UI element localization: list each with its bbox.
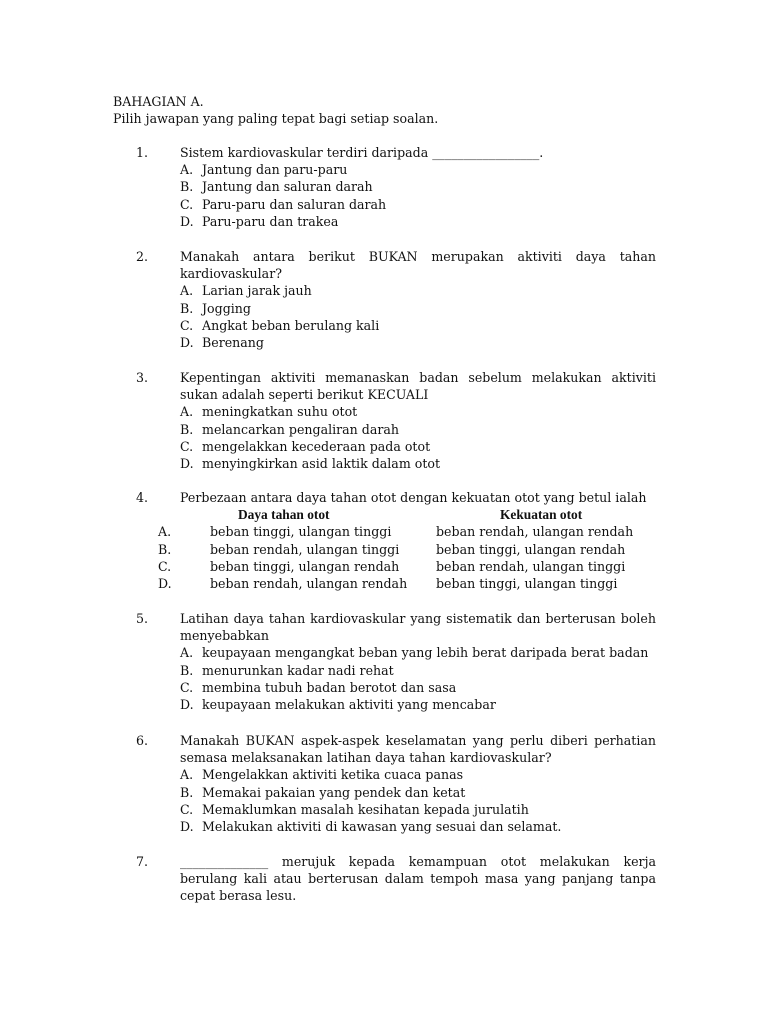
option-text: keupayaan mengangkat beban yang lebih berat daripada berat badan — [202, 645, 649, 661]
question-stem: Manakah antara berikut BUKAN merupakan aktiviti daya tahan kardiovaskular? — [180, 249, 656, 282]
option-d — [180, 213, 656, 230]
table-cell: beban tinggi, ulangan rendah — [436, 541, 626, 557]
option-d — [180, 334, 656, 351]
table-row — [113, 523, 656, 540]
table-cell: beban tinggi, ulangan tinggi — [210, 524, 392, 540]
option-text: Angkat beban berulang kali — [202, 317, 380, 333]
option-text: Mengelakkan aktiviti ketika cuaca panas — [202, 767, 464, 783]
option-letter: D. — [180, 213, 194, 229]
option-text: Berenang — [202, 335, 264, 351]
question-5 — [113, 610, 656, 713]
table-row — [113, 541, 656, 558]
question-stem: Manakah BUKAN aspek-aspek keselamatan yang perlu diberi perhatian semasa melaksanakan latihan daya tahan kardiovaskular? — [180, 733, 656, 766]
option-letter: A. — [180, 645, 194, 661]
option-letter: A. — [180, 162, 194, 178]
option-a — [180, 282, 656, 299]
option-d — [180, 818, 656, 835]
option-a — [180, 161, 656, 178]
option-text: Paru-paru dan trakea — [202, 213, 339, 229]
option-letter: C. — [180, 317, 194, 333]
question-number: 5. — [136, 611, 149, 626]
section-header — [113, 93, 673, 127]
option-text: keupayaan melakukan aktiviti yang mencabar — [202, 697, 496, 713]
table-cell: beban rendah, ulangan rendah — [210, 576, 408, 592]
option-text: membina tubuh badan berotot dan sasa — [202, 679, 457, 695]
option-a — [180, 644, 656, 661]
question-4 — [113, 489, 656, 592]
option-a — [180, 766, 656, 783]
option-d — [180, 455, 656, 472]
option-letter: B. — [180, 662, 194, 678]
table-cell: beban tinggi, ulangan rendah — [210, 558, 400, 574]
option-a — [180, 403, 656, 420]
question-stem: Kepentingan aktiviti memanaskan badan sebelum melakukan aktiviti sukan adalah seperti berikut KECUALI — [180, 370, 656, 403]
question-1 — [113, 144, 656, 230]
question-number: 3. — [136, 370, 149, 385]
column-header-daya-tahan: Daya tahan otot — [238, 507, 330, 523]
question-number: 6. — [136, 733, 149, 748]
question-6 — [113, 732, 656, 835]
option-text: Paru-paru dan saluran darah — [202, 196, 387, 212]
option-letter: B. — [158, 541, 172, 557]
question-number: 1. — [136, 145, 149, 160]
table-row — [113, 575, 656, 592]
question-2 — [113, 248, 656, 351]
option-c — [180, 438, 656, 455]
column-header-kekuatan: Kekuatan otot — [500, 507, 583, 523]
option-letter: A. — [180, 283, 194, 299]
option-letter: D. — [180, 335, 194, 351]
option-letter: A. — [180, 404, 194, 420]
table-cell: beban rendah, ulangan tinggi — [436, 558, 626, 574]
question-stem: Perbezaan antara daya tahan otot dengan kekuatan otot yang betul ialah — [180, 490, 647, 505]
question-stem: Sistem kardiovaskular terdiri daripada _________________. — [180, 145, 544, 160]
option-b — [180, 421, 656, 438]
question-stem: Latihan daya tahan kardiovaskular yang sistematik dan berterusan boleh menyebabkan — [180, 611, 656, 644]
option-text: Jogging — [202, 300, 251, 316]
option-text: menurunkan kadar nadi rehat — [202, 662, 394, 678]
option-b — [180, 300, 656, 317]
table-cell: beban tinggi, ulangan tinggi — [436, 576, 618, 592]
question-number: 4. — [136, 490, 149, 505]
section-title: BAHAGIAN A. — [113, 94, 204, 109]
question-7 — [113, 853, 656, 905]
option-letter: D. — [180, 819, 194, 835]
option-letter: C. — [180, 801, 194, 817]
comparison-table — [113, 506, 656, 592]
option-c — [180, 801, 656, 818]
option-text: Memaklumkan masalah kesihatan kepada jurulatih — [202, 801, 529, 817]
option-letter: C. — [180, 679, 194, 695]
table-cell: beban rendah, ulangan tinggi — [210, 541, 400, 557]
option-letter: B. — [180, 784, 194, 800]
option-letter: B. — [180, 179, 194, 195]
option-text: menyingkirkan asid laktik dalam otot — [202, 456, 441, 472]
option-letter: A. — [158, 524, 172, 540]
question-number: 7. — [136, 854, 149, 869]
option-letter: C. — [180, 438, 194, 454]
option-letter: D. — [158, 576, 172, 592]
option-text: Jantung dan paru-paru — [202, 162, 348, 178]
option-letter: A. — [180, 767, 194, 783]
option-c — [180, 317, 656, 334]
option-text: Larian jarak jauh — [202, 283, 312, 299]
option-text: meningkatkan suhu otot — [202, 404, 358, 420]
option-b — [180, 784, 656, 801]
option-letter: D. — [180, 697, 194, 713]
instruction-text: Pilih jawapan yang paling tepat bagi setiap soalan. — [113, 111, 439, 127]
table-cell: beban rendah, ulangan rendah — [436, 524, 634, 540]
option-b — [180, 662, 656, 679]
option-text: Melakukan aktiviti di kawasan yang sesuai dan selamat. — [202, 819, 562, 835]
option-letter: D. — [180, 456, 194, 472]
option-letter: B. — [180, 421, 194, 437]
option-letter: C. — [158, 558, 172, 574]
option-c — [180, 196, 656, 213]
option-text: Memakai pakaian yang pendek dan ketat — [202, 784, 466, 800]
question-3 — [113, 369, 656, 472]
question-number: 2. — [136, 249, 149, 264]
option-d — [180, 696, 656, 713]
table-row — [113, 558, 656, 575]
option-letter: B. — [180, 300, 194, 316]
option-letter: C. — [180, 196, 194, 212]
option-text: Jantung dan saluran darah — [202, 179, 373, 195]
option-text: melancarkan pengaliran darah — [202, 421, 399, 437]
option-b — [180, 178, 656, 195]
question-stem: ______________ merujuk kepada kemampuan otot melakukan kerja berulang kali atau berterusan dalam tempoh masa yang panjang tanpa cepat berasa lesu. — [180, 854, 656, 904]
option-text: mengelakkan kecederaan pada otot — [202, 438, 431, 454]
table-header-row — [113, 506, 656, 523]
option-c — [180, 679, 656, 696]
